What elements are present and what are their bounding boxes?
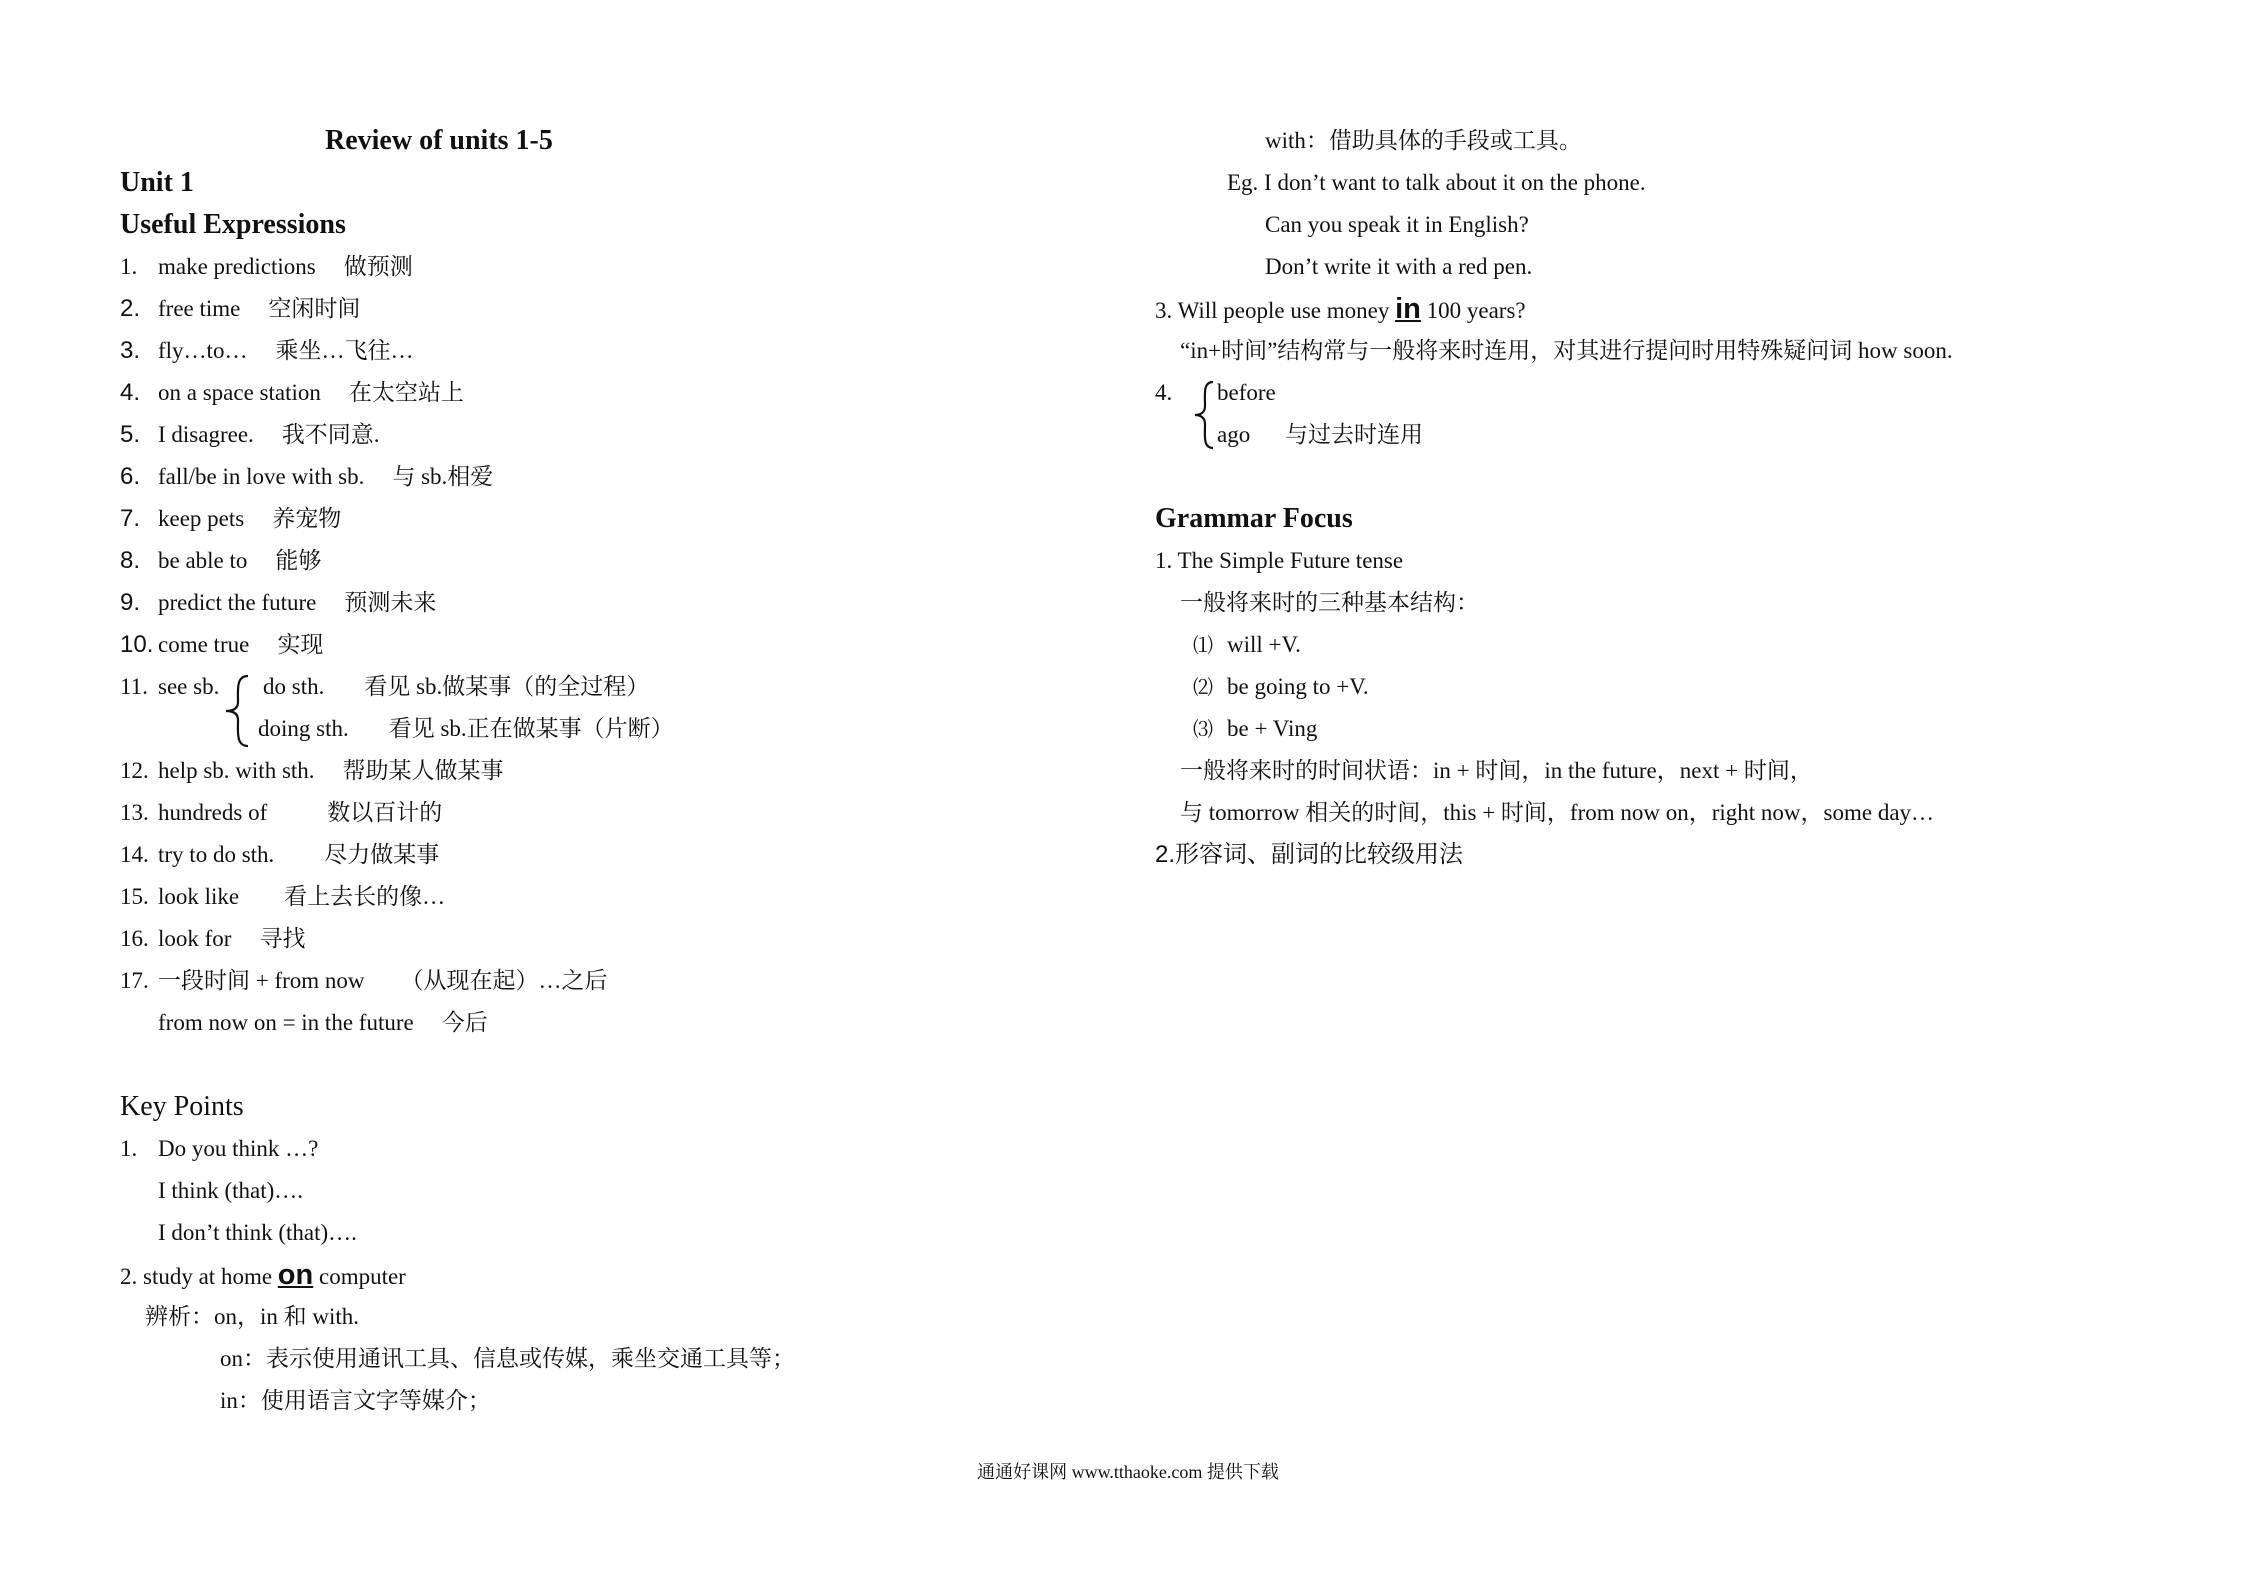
footer: 通通好课网 www.tthaoke.com 提供下载 <box>977 1462 1279 1482</box>
right-column <box>1155 120 2215 876</box>
key-point-2-on: on：表示使用通讯工具、信息或传媒，乘坐交通工具等； <box>220 1346 795 1371</box>
list-item: ⑵ be going to +V. <box>1193 674 1369 699</box>
list-item: from now on = in the future 今后 <box>158 1010 488 1035</box>
list-item: 6. fall/be in love with sb. 与 sb.相爱 <box>120 463 494 490</box>
brace-icon <box>222 674 252 748</box>
underlined-word: on <box>277 1259 314 1291</box>
grammar-time-2: 与 tomorrow 相关的时间，this + 时间，from now on，right now，some day… <box>1180 800 1935 825</box>
grammar-focus-heading: Grammar Focus <box>1155 503 1353 534</box>
key-point-4: 4. before ago 与过去时连用 <box>1155 372 2215 456</box>
list-item: 8. be able to 能够 <box>120 547 322 574</box>
key-points-heading: Key Points <box>120 1091 244 1122</box>
grammar-time-1: 一般将来时的时间状语：in + 时间，in the future，next + 时间， <box>1180 758 1813 783</box>
list-item: ⑶ be + Ving <box>1193 716 1318 741</box>
grammar-point-1-sub: 一般将来时的三种基本结构： <box>1180 590 1479 615</box>
list-item: 9. predict the future 预测未来 <box>120 589 437 616</box>
list-item: 13. hundreds of 数以百计的 <box>120 800 443 825</box>
list-item: 12. help sb. with sth. 帮助某人做某事 <box>120 758 504 783</box>
list-item: 15. look like 看上去长的像… <box>120 884 446 909</box>
underlined-word: in <box>1395 293 1421 325</box>
example-3: Don’t write it with a red pen. <box>1265 254 1533 279</box>
list-item: 10. come true 实现 <box>120 631 324 658</box>
see-sb-option-a: do sth. 看见 sb.做某事（的全过程） <box>263 674 650 699</box>
key-point-2-with: with：借助具体的手段或工具。 <box>1265 128 1582 153</box>
list-item: ⑴ will +V. <box>1193 632 1301 657</box>
key-point-1-answer-a: I think (that)…. <box>158 1178 303 1203</box>
list-item: 4. on a space station 在太空站上 <box>120 379 464 406</box>
useful-expressions-heading: Useful Expressions <box>120 209 346 240</box>
key-point-2-in: in：使用语言文字等媒介； <box>220 1388 491 1413</box>
see-sb-option-b: doing sth. 看见 sb.正在做某事（片断） <box>258 716 674 741</box>
grammar-point-2: 2.形容词、副词的比较级用法 <box>1155 841 1464 868</box>
list-item-see-sb: 11. see sb. do sth. 看见 sb.做某事（的全过程） doing sth. 看见 sb.正在做某事（片断） <box>120 666 1120 750</box>
brace-icon <box>1191 380 1217 450</box>
list-item: 2. free time 空闲时间 <box>120 295 361 322</box>
key-point-3-note: “in+时间”结构常与一般将来时连用，对其进行提问时用特殊疑问词 how soon. <box>1180 338 1953 363</box>
key-point-1-answer-b: I don’t think (that)…. <box>158 1220 357 1245</box>
left-column <box>120 120 1120 1422</box>
list-item: 3. fly…to… 乘坐…飞往… <box>120 337 414 364</box>
grammar-point-1: 1. The Simple Future tense <box>1155 548 1404 573</box>
key-point-2: 2. study at home on computer <box>120 1259 406 1291</box>
key-point-1: 1. Do you think …? <box>120 1136 319 1161</box>
list-item: 5. I disagree. 我不同意. <box>120 421 380 448</box>
expressions-list <box>120 246 1120 1044</box>
list-item: 17. 一段时间 + from now （从现在起）…之后 <box>120 968 608 993</box>
list-item: 16. look for 寻找 <box>120 926 306 951</box>
unit-heading: Unit 1 <box>120 167 194 198</box>
page-title: Review of units 1-5 <box>325 125 553 156</box>
list-item: 14. try to do sth. 尽力做某事 <box>120 842 440 867</box>
key-point-3: 3. Will people use money in 100 years? <box>1155 293 1526 325</box>
example-1: Eg. I don’t want to talk about it on the phone. <box>1227 170 1646 195</box>
list-item: 7. keep pets 养宠物 <box>120 505 342 532</box>
key-point-2-distinction: 辨析：on，in 和 with. <box>145 1304 360 1329</box>
list-item: 1. make predictions 做预测 <box>120 254 413 279</box>
example-2: Can you speak it in English? <box>1265 212 1529 237</box>
